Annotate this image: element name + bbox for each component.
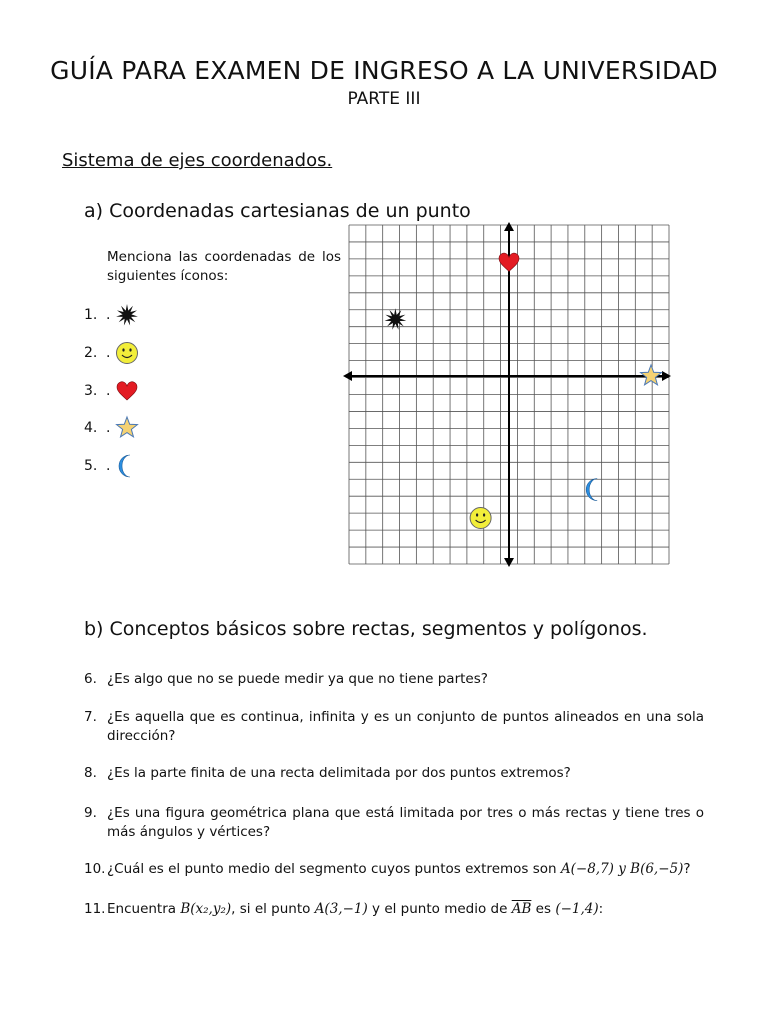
grid-moon-icon	[586, 479, 597, 501]
question-text-part: :	[598, 901, 604, 917]
question-number: 11.	[84, 901, 106, 917]
x-axis	[343, 371, 671, 381]
star-icon	[114, 415, 140, 441]
part-b-heading: b) Conceptos básicos sobre rectas, segmentos y polígonos.	[84, 618, 648, 640]
question-text: ¿Es una figura geométrica plana que está limitada por tres o más rectas y tiene tres o más ángulos y vértices?	[107, 805, 704, 840]
question-text: ¿Es la parte finita de una recta delimitada por dos puntos extremos?	[107, 765, 571, 781]
item-blank: .	[106, 420, 111, 436]
cartesian-plane	[343, 222, 671, 567]
item-blank: .	[106, 458, 111, 474]
page-subtitle: PARTE III	[347, 89, 421, 109]
question-text-part: Encuentra	[107, 901, 181, 917]
math-expression: (−1,4)	[555, 901, 599, 917]
list-item	[84, 378, 140, 404]
question-number: 10.	[84, 861, 106, 877]
list-item	[84, 453, 140, 479]
moon-icon	[114, 453, 140, 479]
list-item	[84, 415, 140, 441]
question-number: 6.	[84, 671, 97, 687]
question-text: ¿Es aquella que es continua, infinita y es un conjunto de puntos alineados en una sola dirección?	[107, 709, 704, 744]
smiley-icon	[114, 340, 140, 366]
item-number: 5.	[84, 458, 98, 474]
item-number: 2.	[84, 345, 98, 361]
item-blank: .	[106, 345, 111, 361]
question-number: 8.	[84, 765, 97, 781]
question-text	[107, 900, 704, 919]
question-text	[107, 860, 704, 879]
list-item	[84, 340, 140, 366]
coordinate-grid	[343, 222, 671, 567]
part-a-instruction: Menciona las coordenadas de los siguientes íconos:	[107, 249, 341, 284]
grid-smiley-icon	[470, 508, 491, 529]
question-text-part: y el punto medio de	[367, 901, 512, 917]
question-text-part: ¿Cuál es el punto medio del segmento cuyos puntos extremos son	[107, 861, 561, 877]
section-title: Sistema de ejes coordenados.	[62, 150, 333, 171]
question-text-part: ?	[683, 861, 691, 877]
math-expression: A(−8,7) y B(6,−5)	[560, 861, 684, 877]
item-number: 3.	[84, 383, 98, 399]
page-title: GUÍA PARA EXAMEN DE INGRESO A LA UNIVERSIDAD	[50, 56, 718, 85]
grid-star-icon	[641, 365, 662, 385]
part-a-heading: a) Coordenadas cartesianas de un punto	[84, 200, 471, 222]
question-number: 9.	[84, 805, 97, 821]
math-segment: $\overline{AB}$	[511, 901, 532, 917]
math-expression: A(3,−1)	[314, 901, 368, 917]
item-number: 4.	[84, 420, 98, 436]
math-expression: B(x₂,y₂)	[180, 901, 232, 917]
item-number: 1.	[84, 307, 98, 323]
list-item	[84, 302, 140, 328]
question-text: ¿Es algo que no se puede medir ya que no tiene partes?	[107, 671, 488, 687]
star-burst-icon	[114, 302, 140, 328]
item-blank: .	[106, 307, 111, 323]
question-number: 7.	[84, 709, 97, 725]
question-text-part: , si el punto	[231, 901, 315, 917]
item-blank: .	[106, 383, 111, 399]
heart-icon	[114, 378, 140, 404]
question-text-part: es	[531, 901, 556, 917]
